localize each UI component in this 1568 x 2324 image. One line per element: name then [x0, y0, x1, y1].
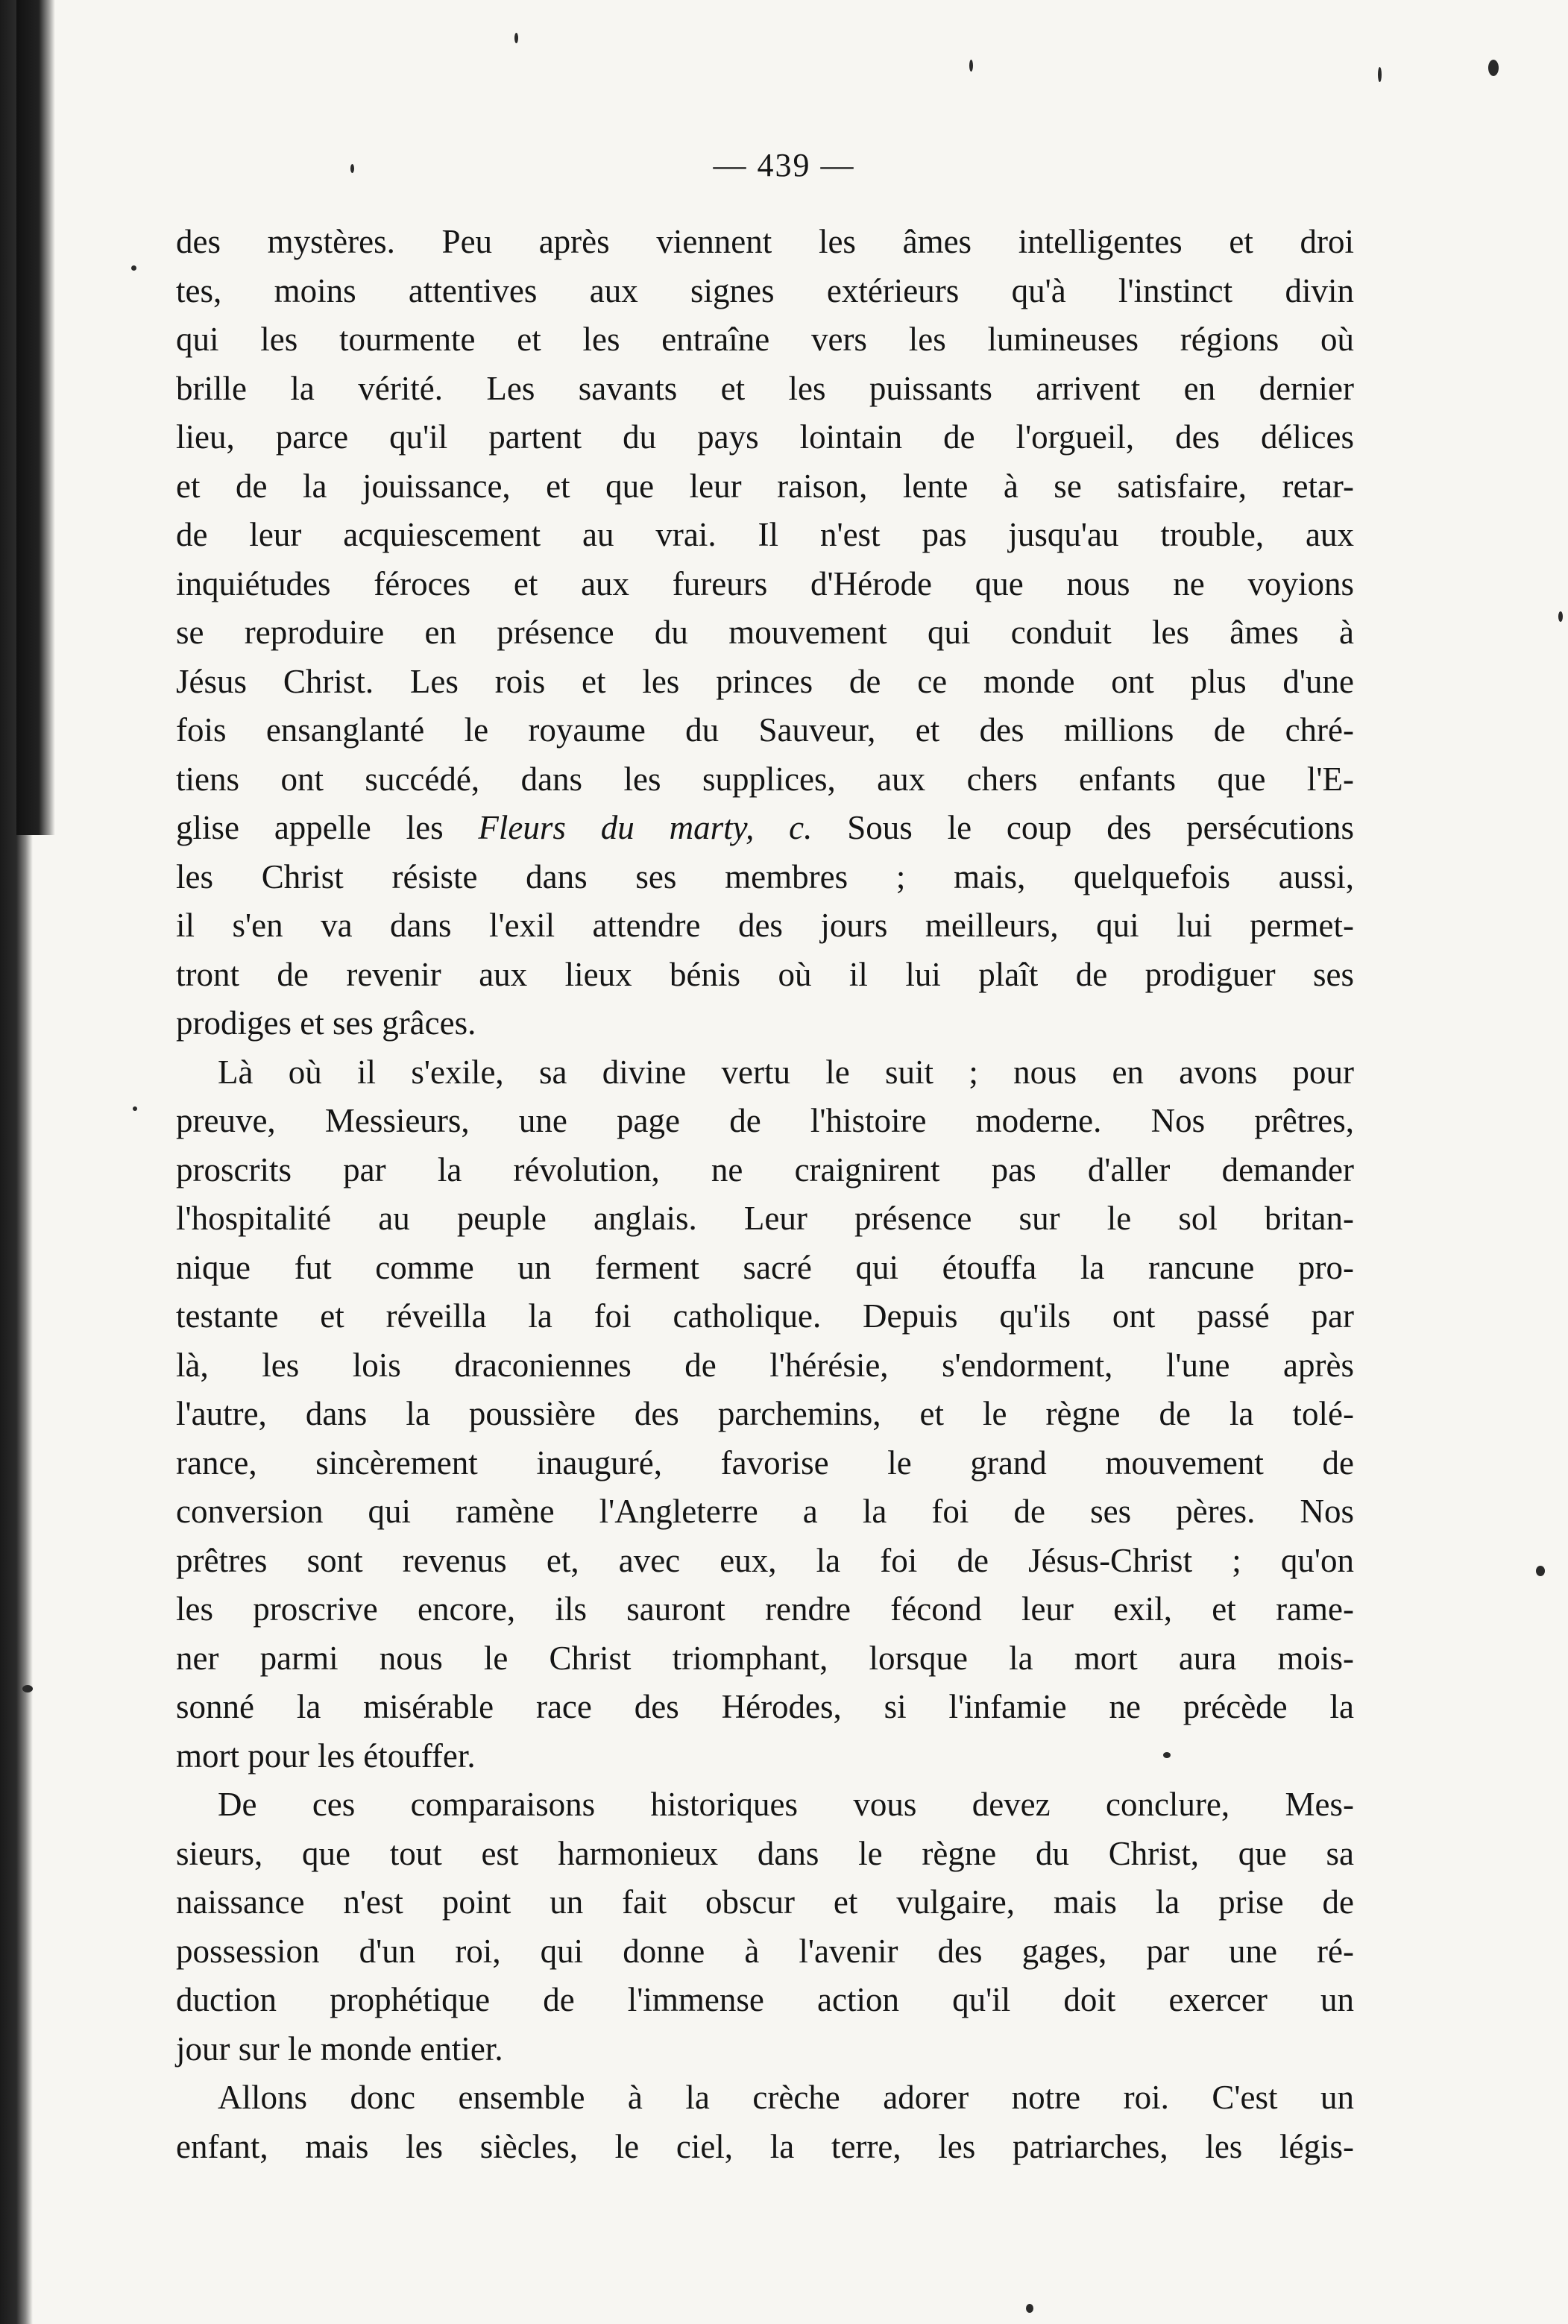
italic-phrase: Fleurs du marty, c. [478, 809, 813, 846]
text-line: rance, sincèrement inauguré, favorise le grand mouvement de [176, 1443, 1354, 1481]
text-line: et de la jouissance, et que leur raison, lente à se satisfaire, retar- [176, 467, 1354, 505]
text-line: Allons donc ensemble à la crèche adorer notre roi. C'est un [218, 2079, 1354, 2116]
text-line: sieurs, que tout est harmonieux dans le règne du Christ, que sa [176, 1834, 1354, 1872]
text-line: les Christ résiste dans ses membres ; mais, quelquefois aussi, [176, 857, 1354, 895]
text-line: Là où il s'exile, sa divine vertu le suit ; nous en avons pour [218, 1053, 1354, 1091]
scan-speck [1378, 67, 1382, 82]
text-line: proscrits par la révolution, ne craignirent pas d'aller demander [176, 1150, 1354, 1188]
text-line: duction prophétique de l'immense action qu'il doit exercer un [176, 1981, 1354, 2018]
scan-speck [1488, 60, 1499, 76]
text-line: des mystères. Peu après viennent les âmes intelligentes et droi [176, 223, 1354, 260]
text-line: se reproduire en présence du mouvement qui conduit les âmes à [176, 614, 1354, 651]
text-line: enfant, mais les siècles, le ciel, la terre, les patriarches, les légis- [176, 2127, 1354, 2165]
text-line: Jésus Christ. Les rois et les princes de ce monde ont plus d'une [176, 662, 1354, 700]
scan-speck [1026, 2304, 1033, 2313]
text-line: prodiges et ses grâces. [176, 1004, 476, 1042]
text-line: il s'en va dans l'exil attendre des jours meilleurs, qui lui permet- [176, 907, 1354, 944]
text-line: nique fut comme un ferment sacré qui étouffa la rancune pro- [176, 1248, 1354, 1286]
paragraph [176, 1780, 1354, 2073]
text-line: qui les tourmente et les entraîne vers les lumineuses régions où [176, 321, 1354, 358]
text-line: jour sur le monde entier. [176, 2029, 503, 2068]
text-line: inquiétudes féroces et aux fureurs d'Hérode que nous ne voyions [176, 564, 1354, 602]
scan-speck [131, 265, 136, 271]
text-line: les proscrive encore, ils sauront rendre fécond leur exil, et rame- [176, 1590, 1354, 1628]
text-line: l'hospitalité au peuple anglais. Leur présence sur le sol britan- [176, 1200, 1354, 1237]
text-line: lieu, parce qu'il partent du pays lointain de l'orgueil, des délices [176, 418, 1354, 456]
text-line: mort pour les étouffer. [176, 1736, 476, 1775]
text-line: preuve, Messieurs, une page de l'histoire moderne. Nos prêtres, [176, 1102, 1354, 1139]
body-text [176, 218, 1354, 2171]
text-line: glise appelle les Fleurs du marty, c. Sous le coup des persécutions [176, 809, 1354, 846]
text-line: fois ensanglanté le royaume du Sauveur, et des millions de chré- [176, 711, 1354, 749]
text-line: brille la vérité. Les savants et les puissants arrivent en dernier [176, 369, 1354, 407]
scan-speck [1163, 1752, 1171, 1758]
text-line: prêtres sont revenus et, avec eux, la foi de Jésus-Christ ; qu'on [176, 1541, 1354, 1579]
paragraph [176, 1048, 1354, 1781]
text-line: conversion qui ramène l'Angleterre a la foi de ses pères. Nos [176, 1493, 1354, 1530]
text-line: de leur acquiescement au vrai. Il n'est pas jusqu'au trouble, aux [176, 516, 1354, 553]
binding-shadow-dark [16, 0, 55, 835]
scan-speck [133, 1106, 137, 1111]
scan-speck [350, 164, 354, 173]
text-line: là, les lois draconiennes de l'hérésie, s'endorment, l'une après [176, 1346, 1354, 1384]
scan-speck [969, 60, 973, 72]
text-line: tront de revenir aux lieux bénis où il lui plaît de prodiguer ses [176, 955, 1354, 993]
text-line: sonné la misérable race des Hérodes, si l'infamie ne précède la [176, 1688, 1354, 1725]
text-line: naissance n'est point un fait obscur et vulgaire, mais la prise de [176, 1883, 1354, 1921]
text-line: l'autre, dans la poussière des parchemins, et le règne de la tolé- [176, 1395, 1354, 1432]
scan-speck [514, 33, 518, 43]
text-line: ner parmi nous le Christ triomphant, lorsque la mort aura mois- [176, 1639, 1354, 1677]
text-line: possession d'un roi, qui donne à l'avenir des gages, par une ré- [176, 1932, 1354, 1970]
text-line: tiens ont succédé, dans les supplices, aux chers enfants que l'E- [176, 760, 1354, 798]
paragraph [176, 218, 1354, 1048]
page-number: — 439 — [713, 147, 855, 183]
scan-speck [22, 1685, 33, 1692]
text-line: testante et réveilla la foi catholique. Depuis qu'ils ont passé par [176, 1297, 1354, 1335]
paragraph [176, 2073, 1354, 2171]
scan-speck [1558, 611, 1563, 622]
text-line: De ces comparaisons historiques vous devez conclure, Mes- [218, 1786, 1354, 1823]
text-line: tes, moins attentives aux signes extérieurs qu'à l'instinct divin [176, 271, 1354, 309]
scan-speck [1536, 1566, 1545, 1576]
